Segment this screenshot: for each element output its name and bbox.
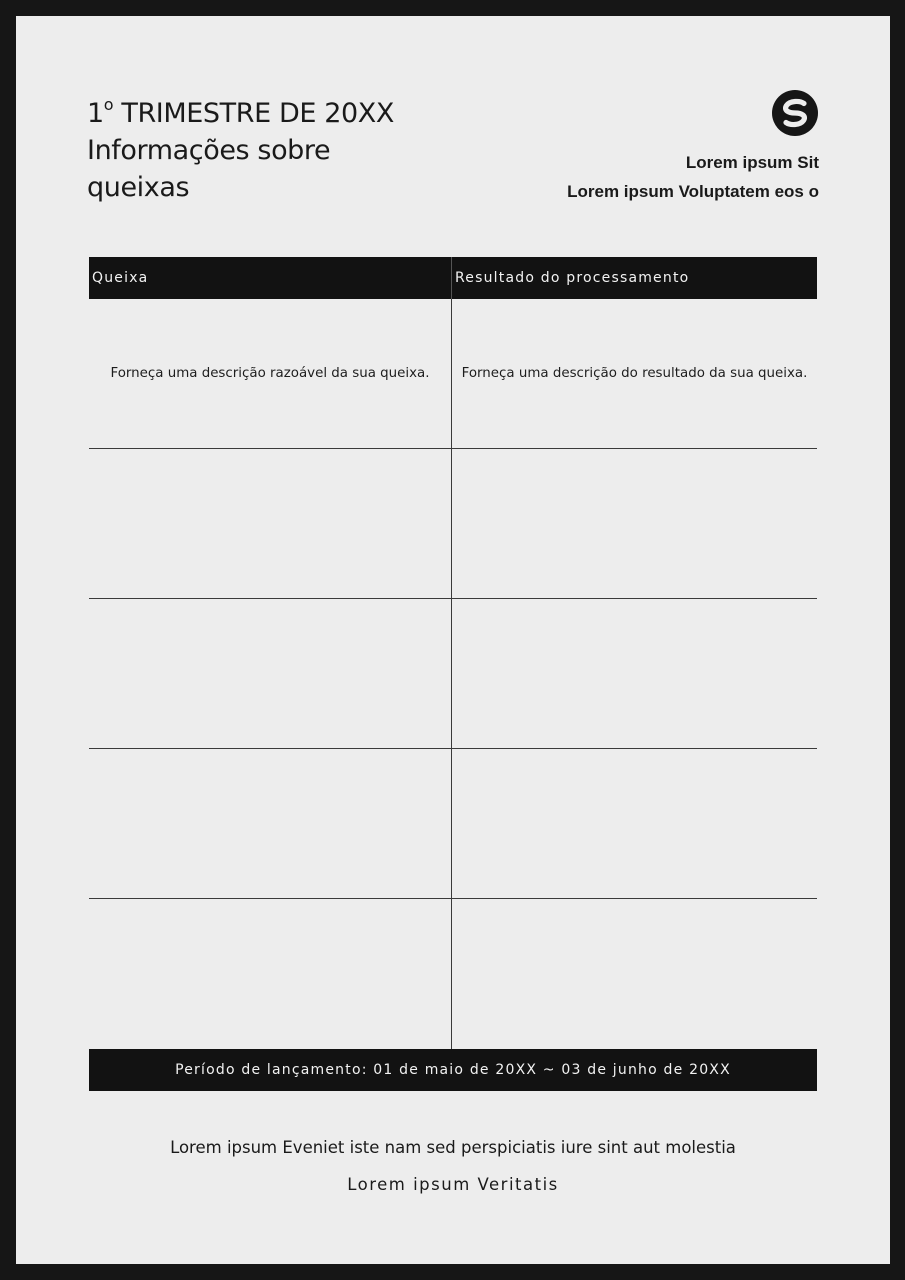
company-name: Lorem ipsum Sit <box>685 153 819 172</box>
column-header-complaint: Queixa <box>89 257 452 299</box>
table-row <box>89 899 817 1049</box>
title-line <box>87 95 394 132</box>
footer-subtext: Lorem ipsum Veritatis <box>347 1175 559 1194</box>
document-title <box>87 95 394 206</box>
s-swirl-logo-icon <box>771 89 819 137</box>
footer-text: Lorem ipsum Eveniet iste nam sed perspiciatis iure sint aut molestia <box>170 1138 736 1157</box>
complaint-cell[interactable] <box>89 599 452 748</box>
company-tagline: Lorem ipsum Voluptatem eos o <box>567 182 819 201</box>
result-cell[interactable] <box>452 599 817 748</box>
result-cell[interactable] <box>452 449 817 598</box>
subtitle-line-2: queixas <box>87 172 190 203</box>
column-header-result: Resultado do processamento <box>455 270 690 286</box>
table-row <box>89 599 817 749</box>
table-header <box>89 257 817 299</box>
document-page <box>16 16 890 1264</box>
title-ordinal: o <box>103 95 114 114</box>
complaint-cell[interactable] <box>89 749 452 898</box>
table-row <box>89 749 817 899</box>
result-cell[interactable] <box>452 749 817 898</box>
complaint-cell[interactable]: Forneça uma descrição razoável da sua queixa. <box>89 299 452 448</box>
company-info <box>567 153 819 202</box>
result-cell[interactable]: Forneça uma descrição do resultado da sua queixa. <box>461 366 808 381</box>
complaint-cell[interactable] <box>89 899 452 1049</box>
release-period-bar: Período de lançamento: 01 de maio de 20XX ~ 03 de junho de 20XX <box>89 1049 817 1091</box>
title-period: TRIMESTRE DE 20XX <box>113 98 394 129</box>
table-row <box>89 299 817 449</box>
complaints-table <box>89 257 817 1049</box>
subtitle-line-1: Informações sobre <box>87 135 331 166</box>
table-row <box>89 449 817 599</box>
complaint-cell[interactable] <box>89 449 452 598</box>
result-cell[interactable] <box>452 899 817 1049</box>
title-number: 1 <box>87 98 104 129</box>
